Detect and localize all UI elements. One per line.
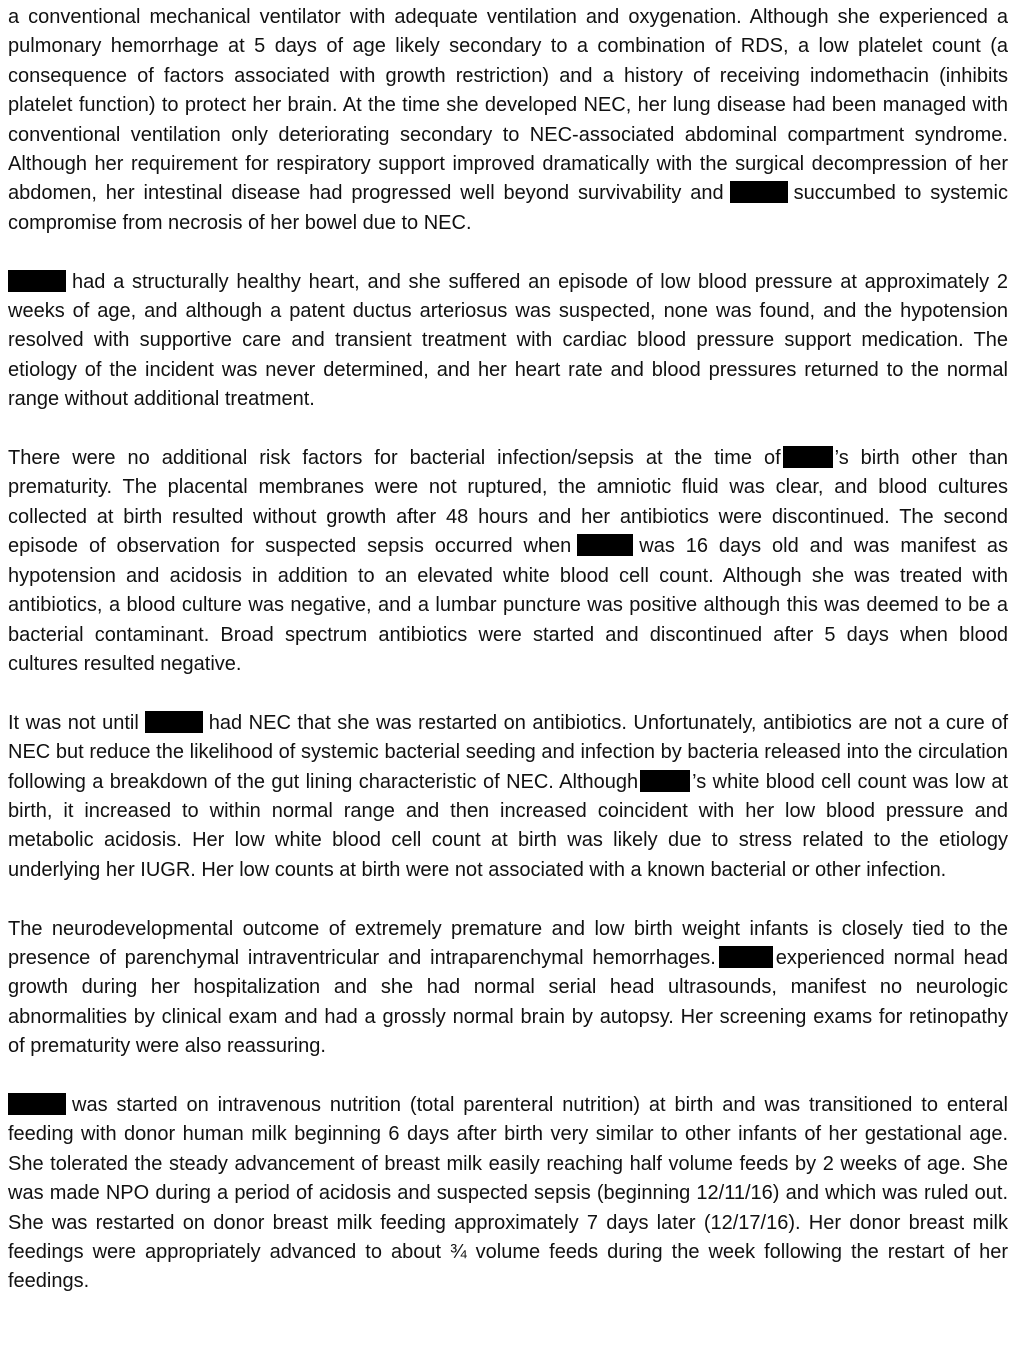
paragraph-sepsis-risk — [8, 444, 1008, 679]
redaction-block — [640, 770, 690, 792]
text-span: had NEC that she was restarted on antibiotics. Unfortunately, antibiotics are not a cure of NEC but reduce the likelihood of systemic bacterial seeding and infection by bacteria released into the circulation following a breakdown of the gut lining characteristic of NEC. Although — [8, 711, 1008, 793]
text-span: was started on intravenous nutrition (total parenteral nutrition) at birth and was transitioned to enteral feeding with donor human milk beginning 6 days after birth very similar to other infants of her gestational age. She tolerated the steady advancement of breast milk easily reaching half volume feeds by 2 weeks of age. She was made NPO during a period of acidosis and suspected sepsis (beginning 12/11/16) and which was ruled out. She was restarted on donor breast milk feeding approximately 7 days later (12/17/16). Her donor breast milk feedings were appropriately advanced to about ¾ volume feeds during the week following the restart of her feedings. — [8, 1093, 1008, 1293]
text-span: It was not until — [8, 711, 139, 734]
paragraph-nutrition — [8, 1091, 1008, 1297]
text-span: ’s white blood cell count was low at birth, it increased to within normal range and then increased coincident with her low blood pressure and metabolic acidosis. Her low white blood cell count at birth was likely due to stress related to the etiology underlying her IUGR. Her low counts at birth were not associated with a known bacterial or other infection. — [8, 770, 1009, 881]
text-span: had a structurally healthy heart, and she suffered an episode of low blood pressure at approximately 2 weeks of age, and although a patent ductus arteriosus was suspected, none was found, and the hypotension resolved with supportive care and transient treatment with cardiac blood pressure support medication. The etiology of the incident was never determined, and her heart rate and blood pressures returned to the normal range without additional treatment. — [8, 270, 1008, 411]
text-span: a conventional mechanical ventilator with adequate ventilation and oxygenation. Although she experienced a pulmonary hemorrhage at 5 days of age likely secondary to a combination of RDS, a low platelet count (a consequence of factors associated with growth restriction) and a history of receiving indomethacin (inhibits platelet function) to protect her brain. At the time she developed NEC, her lung disease had been managed with conventional ventilation only deteriorating secondary to NEC-associated abdominal compartment syndrome. Although her requirement for respiratory support improved dramatically with the surgical decompression of her abdomen, her intestinal disease had progressed well beyond survivability and — [8, 6, 1008, 205]
text-span: There were no additional risk factors for bacterial infection/sepsis at the time of — [8, 447, 781, 470]
redaction-block — [145, 711, 203, 733]
text-span: was 16 days old and was manifest as hypotension and acidosis in addition to an elevated white blood cell count. Although she was treated with antibiotics, a blood culture was negative, and a lumbar puncture was positive although this was deemed to be a bacterial contaminant. Broad spectrum antibiotics were started and discontinued after 5 days when blood cultures resulted negative. — [8, 535, 1008, 675]
paragraph-ventilation — [8, 3, 1008, 238]
redaction-block — [8, 270, 66, 292]
text-span: experienced normal head growth during her hospitalization and she had normal serial head ultrasounds, manifest no neurologic abnormalities by clinical exam and had a grossly normal brain by autopsy. Her screening exams for retinopathy of prematurity were also reassuring. — [8, 946, 1009, 1058]
paragraph-antibiotics — [8, 709, 1008, 885]
redaction-block — [730, 181, 788, 203]
paragraph-heart — [8, 268, 1008, 415]
redaction-block — [783, 446, 833, 468]
text-span: ’s birth other than prematurity. The placental membranes were not ruptured, the amniotic fluid was clear, and blood cultures collected at birth resulted without growth after 48 hours and her antibiotics were discontinued. The second episode of observation for suspected sepsis occurred when — [8, 447, 1008, 558]
redaction-block — [8, 1093, 66, 1115]
paragraph-neurodevelopment — [8, 915, 1008, 1062]
text-span: succumbed to systemic compromise from necrosis of her bowel due to NEC. — [8, 182, 1008, 234]
redaction-block — [577, 534, 633, 556]
redaction-block — [719, 946, 773, 968]
text-span: The neurodevelopmental outcome of extremely premature and low birth weight infants is closely tied to the presence of parenchymal intraventricular and intraparenchymal hemorrhages. — [8, 917, 1008, 969]
